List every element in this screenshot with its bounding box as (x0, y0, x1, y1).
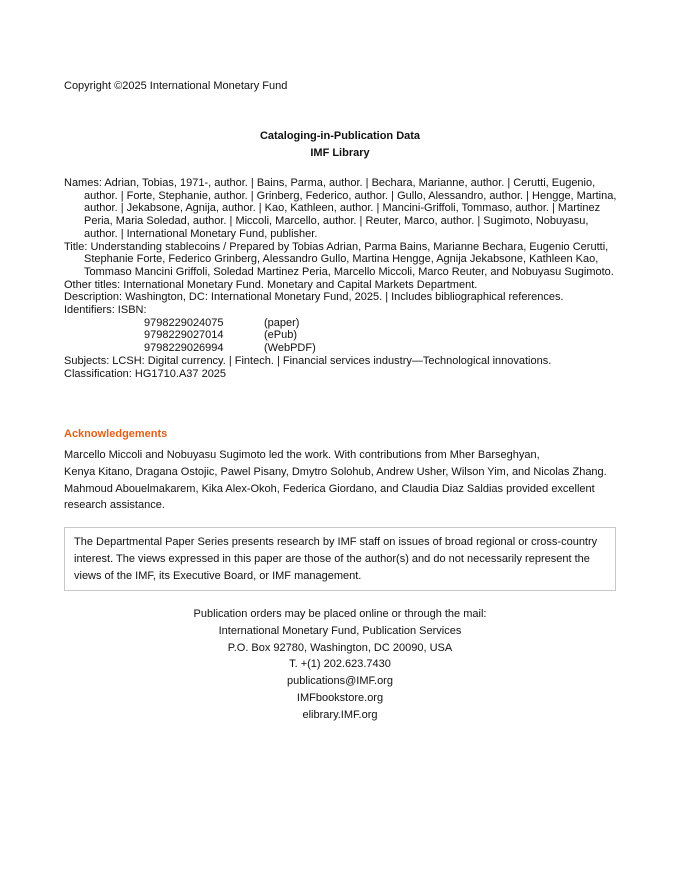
isbn-format: (paper) (264, 316, 300, 329)
orders-phone: T. +(1) 202.623.7430 (289, 658, 391, 671)
cip-other-titles: Other titles: International Monetary Fund. Monetary and Capital Markets Department. (64, 278, 478, 291)
cip-identifiers: Identifiers: ISBN: (64, 304, 147, 317)
isbn-number: 9798229024075 (144, 316, 224, 329)
orders-elibrary-link[interactable]: elibrary.IMF.org (302, 708, 378, 721)
cip-record (64, 177, 624, 380)
orders-organization: International Monetary Fund, Publication Services (218, 624, 462, 637)
isbn-format: (WebPDF) (264, 342, 316, 355)
isbn-row (64, 317, 624, 330)
cip-classification: Classification: HG1710.A37 2025 (64, 367, 227, 380)
acknowledgements-text (64, 447, 624, 514)
orders-intro: Publication orders may be placed online or through the mail: (193, 608, 487, 620)
isbn-row (64, 342, 624, 355)
orders-bookstore-link[interactable]: IMFbookstore.org (296, 691, 384, 704)
cip-subjects: Subjects: LCSH: Digital currency. | Fintech. | Financial services industry—Technological innovations. (64, 354, 552, 367)
cip-names: Names: Adrian, Tobias, 1971-, author. | Bains, Parma, author. | Bechara, Marianne, author. | Cerutti, Eugenio, author. | Forte, Stephanie, author. | Grinberg, Federico, author. | Gullo, Alessandro, author. | Hengge, Martina, author. | Jekabsone, Agnija, author. | Kao, Kathleen, author. | Mancini-Griffoli, Tommaso, author. | Martinez Peria, Maria Soledad, author. | Miccoli, Marcello, author. | Reuter, Marco, author. | Sugimoto, Nobuyasu, author. | International Monetary Fund, publisher. (64, 177, 617, 240)
orders-email-link[interactable]: publications@IMF.org (287, 675, 393, 688)
copyright-notice: Copyright ©2025 International Monetary Fund (64, 80, 288, 92)
orders-address: P.O. Box 92780, Washington, DC 20090, USA (227, 641, 453, 654)
isbn-format: (ePub) (264, 329, 298, 342)
publication-orders (0, 606, 680, 724)
isbn-number: 9798229026994 (144, 342, 224, 355)
ack-line: Kenya Kitano, Dragana Ostojic, Pawel Pisany, Dmytro Solohub, Andrew Usher, Wilson Yim, and Nicolas Zhang. (64, 465, 607, 478)
cip-description: Description: Washington, DC: International Monetary Fund, 2025. | Includes bibliographical references. (64, 291, 564, 304)
cip-heading: Cataloging-in-Publication Data (259, 130, 421, 142)
isbn-number: 9798229027014 (144, 329, 224, 342)
acknowledgements-heading: Acknowledgements (64, 428, 168, 440)
series-disclaimer-box: The Departmental Paper Series presents research by IMF staff on issues of broad regional or cross-country interest. The views expressed in this paper are those of the author(s) and do not necessarily represent the views of the IMF, its Executive Board, or IMF management. (64, 527, 616, 591)
cip-subheading: IMF Library (310, 147, 370, 159)
cip-title-field: Title: Understanding stablecoins / Prepared by Tobias Adrian, Parma Bains, Marianne Bechara, Eugenio Cerutti, Stephanie Forte, Federico Grinberg, Alessandro Gullo, Martina Hengge, Agnija Jekabsone, Kathleen Kao, Tommaso Mancini Griffoli, Soledad Martinez Peria, Marcello Miccoli, Marco Reuter, and Nobuyasu Sugimoto. (64, 240, 614, 278)
ack-line: Mahmoud Abouelmakarem, Kika Alex-Okoh, Federica Giordano, and Claudia Diaz Saldias provided excellent research assistance. (64, 482, 595, 512)
isbn-row (64, 329, 624, 342)
ack-line: Marcello Miccoli and Nobuyasu Sugimoto led the work. With contributions from Mher Barseghyan, (64, 449, 540, 461)
